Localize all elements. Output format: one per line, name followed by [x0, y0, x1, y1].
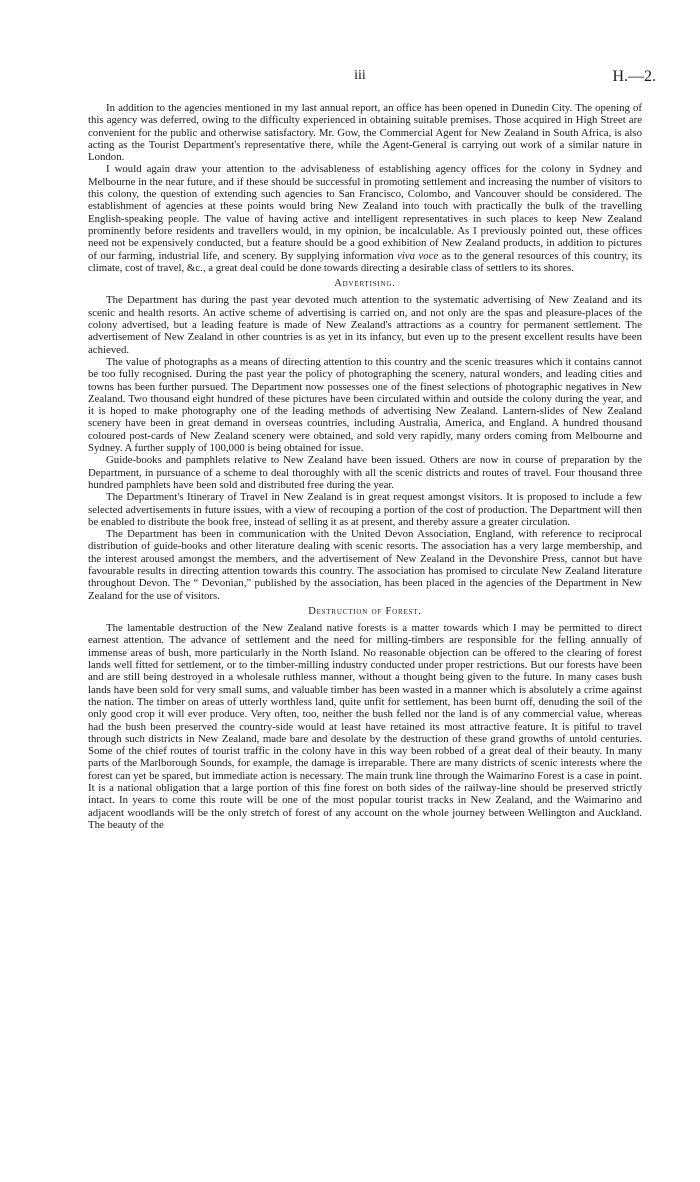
italic-phrase: viva voce — [397, 249, 439, 262]
paragraph: Guide-books and pamphlets relative to New Zealand have been issued. Others are now in course of preparation by the Department, in pursuance of a scheme to deal thoroughly with all the scenic districts and routes of travel. Four thousand three hundred pamphlets have been sold and distributed free during the year. — [88, 454, 642, 491]
body-text — [88, 102, 642, 831]
paragraph: I would again draw your attention to the advisableness of establishing agency offices for the colony in Sydney and Melbourne in the near future, and if these should be successful in promoting settlement and increasing the number of visitors to this colony, the question of extending such agencies to San Francisco, Colombo, and Vancouver should be considered. The establishment of agencies at these points would bring New Zealand into touch with practically the bulk of the travelling English-speaking people. The value of having active and intelligent representatives in such places to keep New Zealand prominently before residents and travellers would, in my opinion, be incalculable. As I previously pointed out, these offices need not be expensively conducted, but a feature should be a good exhibition of New Zealand products, in addition to pictures of our farming, industrial life, and scenery. By supplying information viva voce as to the general resources of this country, its climate, cost of travel, &c., a great deal could be done towards directing a desirable class of settlers to its shores. — [88, 163, 642, 274]
paragraph: The Department has been in communication with the United Devon Association, England, with reference to reciprocal distribution of guide-books and other literature dealing with scenic resorts. The association has a very large membership, and the interest aroused amongst the members, and the advertisement of New Zealand in the Devonshire Press, cannot but have favourable results in directing attention towards this country. The association has promised to circulate New Zealand literature throughout Devon. The “ Devonian,” published by the association, has been placed in the agencies of the Department in New Zealand for the use of visitors. — [88, 528, 642, 602]
section-heading-advertising: Advertising. — [334, 278, 396, 290]
paragraph: The lamentable destruction of the New Zealand native forests is a matter towards which I may be permitted to direct earnest attention. The advance of settlement and the need for milling-timbers are responsible for the felling annually of immense areas of bush, more particularly in the North Island. No reasonable objection can be offered to the clearing of forest lands well fitted for settlement, or to the timber-milling industry conducted under proper restrictions. But our forests have been and are still being destroyed in a wholesale ruthless manner, without a thought being given to the future. In many cases bush lands have been sold for very small sums, and valuable timber has been wasted in a manner which is absolutely a crime against the nation. The timber on areas of utterly worthless land, quite unfit for settlement, has been burnt off, denuding the soil of the only good crop it will ever produce. Very often, too, neither the bush felled nor the land is of any commercial value, whereas had the bush been preserved the country-side would at least have retained its most attractive feature. It is pitiful to travel through such districts in New Zealand, made bare and desolate by the destruction of these grand growths of untold centuries. Some of the chief routes of tourist traffic in the colony have in this way been robbed of a great deal of their beauty. In many parts of the Marlborough Sounds, for example, the damage is irreparable. There are many districts of scenic interests where the forest can yet be spared, but immediate action is necessary. The main trunk line through the Waimarino Forest is a case in point. It is a national obligation that a large portion of this fine forest on both sides of the railway-line should be preserved strictly intact. In years to come this route will be one of the most popular tourist tracks in New Zealand, and the Waimarino and adjacent woodlands will be the only stretch of forest of any account on the whole journey between Wellington and Auckland. The beauty of the — [88, 622, 642, 831]
page-header — [80, 68, 656, 90]
page-number: iii — [354, 68, 366, 83]
section-heading-destruction-of-forest: Destruction of Forest. — [308, 605, 422, 617]
paragraph: In addition to the agencies mentioned in my last annual report, an office has been opened in Dunedin City. The opening of this agency was deferred, owing to the difficulty experienced in obtaining suitable premises. Those acquired in High Street are convenient for the public and otherwise satisfactory. Mr. Gow, the Commercial Agent for New Zealand in South Africa, is also acting as the Tourist Department's representative there, while the Agent-General is carrying out work of a similar nature in London. — [88, 102, 642, 164]
document-reference: H.—2. — [612, 68, 656, 85]
paragraph: The Department has during the past year devoted much attention to the systematic advertising of New Zealand and its scenic and health resorts. An active scheme of advertising is carried on, and not only are the spas and pleasure-places of the colony advertised, but a leading feature is made of New Zealand's attractions as a country for permanent settlement. The advertisement of New Zealand in other countries is as yet in its infancy, but even up to the present excellent results have been achieved. — [88, 294, 642, 356]
paragraph: The value of photographs as a means of directing attention to this country and the scenic treasures which it contains cannot be too fully recognised. During the past year the policy of photographing the scenery, natural wonders, and leading cities and towns has been further pursued. The Department now possesses one of the finest selections of photographic negatives in New Zealand. Two thousand eight hundred of these pictures have been circulated within and outside the colony during the year, and it is hoped to make photography one of the leading methods of advertising New Zealand. Lantern-slides of New Zealand scenery have been in great demand in overseas countries, including Australia, America, and England. A hundred thousand coloured post-cards of New Zealand scenery were obtained, and sold very rapidly, many orders coming from Melbourne and Sydney. A further supply of 100,000 is being obtained for issue. — [88, 355, 642, 455]
paragraph: The Department's Itinerary of Travel in New Zealand is in great request amongst visitors. It is proposed to include a few selected advertisements in future issues, with a view of recouping a portion of the cost of production. The Department will then be enabled to distribute the book free, instead of selling it as at present, and thereby assure a greater circulation. — [88, 491, 642, 528]
